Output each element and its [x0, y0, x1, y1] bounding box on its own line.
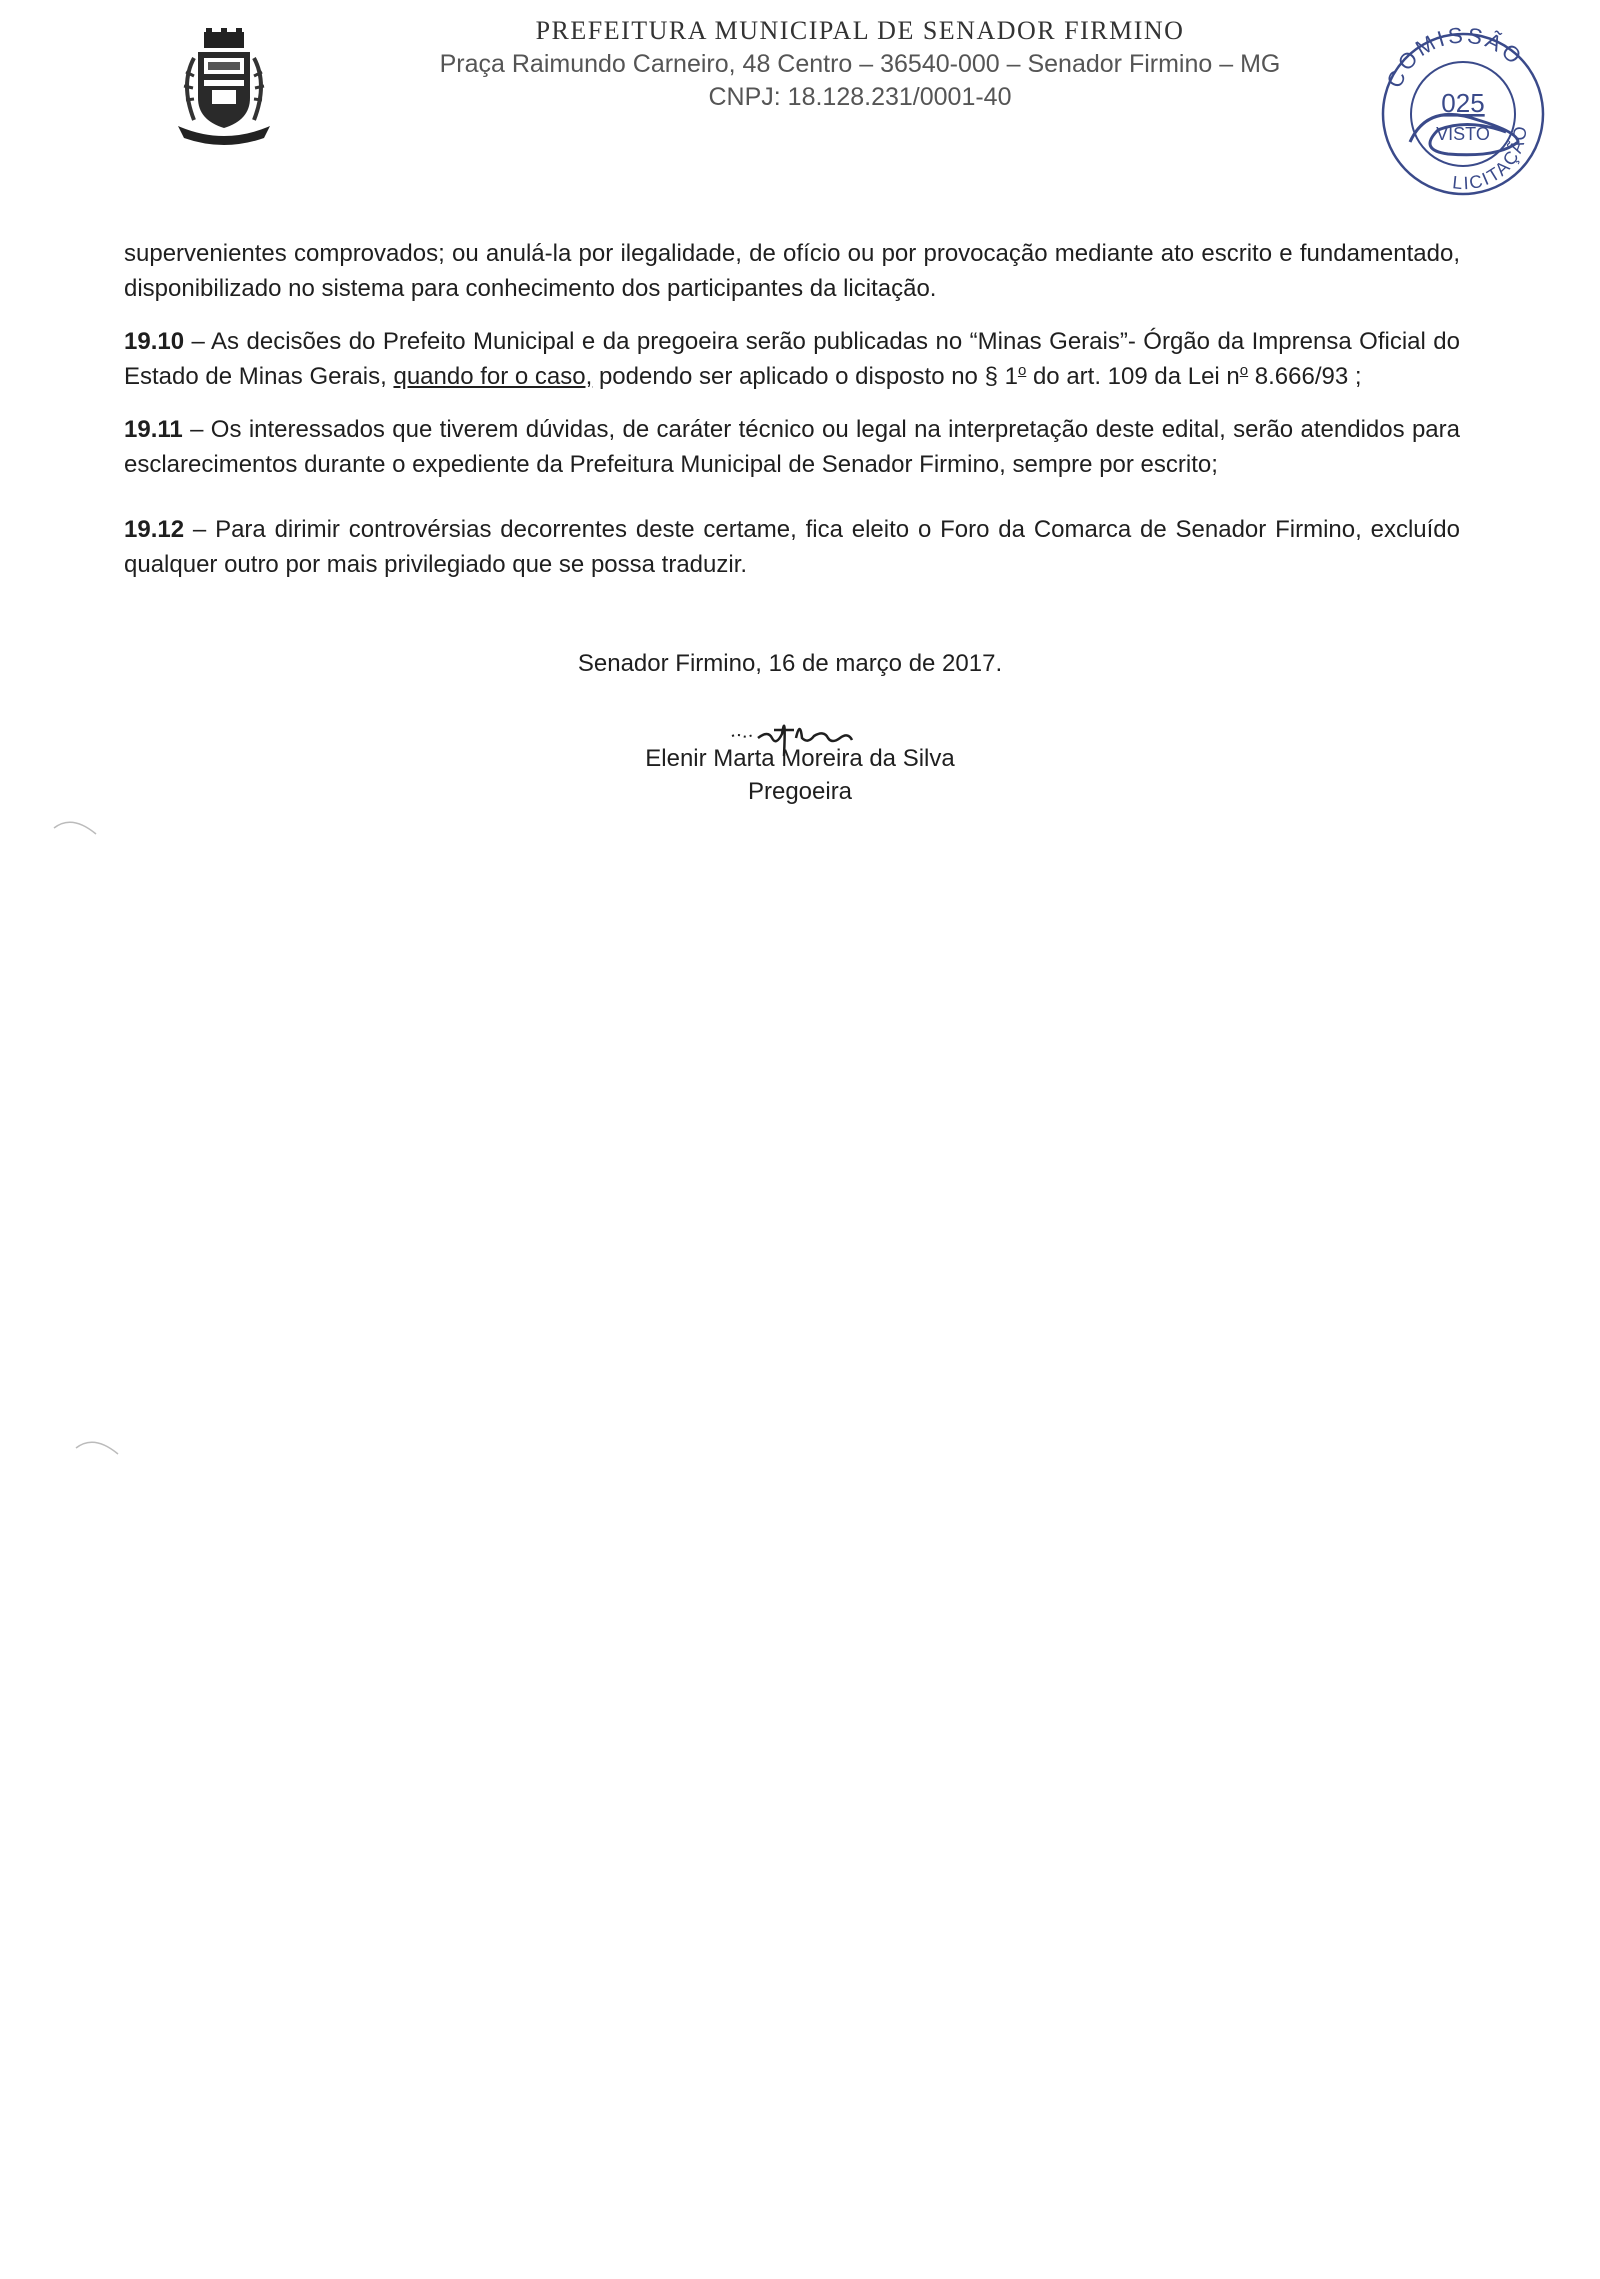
municipal-crest-icon	[172, 28, 276, 146]
scan-hole-mark-icon	[70, 1428, 130, 1488]
clause-number: 19.12	[124, 516, 185, 543]
letterhead	[380, 12, 1340, 112]
scan-hole-mark-icon	[48, 808, 108, 868]
stamp-top-text: COMISSÃO	[1381, 22, 1529, 92]
clause-text: 8.666/93 ;	[1248, 363, 1362, 390]
signatory-name: Elenir Marta Moreira da Silva	[645, 745, 955, 772]
commission-stamp	[1368, 22, 1558, 202]
document-body	[124, 236, 1460, 600]
paragraph-19-11	[124, 412, 1460, 482]
ordinal-mark: o	[1017, 362, 1027, 379]
clause-text: do art. 109 da Lei n	[1026, 363, 1240, 390]
paragraph-19-10	[124, 324, 1460, 394]
signatory-role: Pregoeira	[747, 778, 853, 805]
clause-text: – Os interessados que tiverem dúvidas, de caráter técnico ou legal na interpretação deste edital, serão atendidos para esclarecimentos durante o expediente da Prefeitura Municipal de Senador Firmino, sempre por escrito;	[124, 416, 1460, 478]
paragraph-continuation: supervenientes comprovados; ou anulá-la por ilegalidade, de ofício ou por provocação mediante ato escrito e fundamentado, disponibilizado no sistema para conhecimento dos participantes da licitação.	[124, 240, 1460, 302]
letterhead-address: Praça Raimundo Carneiro, 48 Centro – 36540-000 – Senador Firmino – MG	[439, 50, 1281, 78]
stamp-bottom-text: LICITAÇÃO	[1451, 123, 1531, 194]
clause-number: 19.10	[124, 328, 185, 355]
clause-underlined-text: quando for o caso,	[393, 363, 593, 390]
clause-number: 19.11	[124, 416, 183, 443]
clause-text: – As decisões do Prefeito Municipal e da pregoeira serão publicadas no “Minas Gerais”- Órgão da Imprensa Oficial do Estado de Minas Gerais,	[124, 328, 1460, 390]
clause-text: – Para dirimir controvérsias decorrentes deste certame, fica eleito o Foro da Comarca de Senador Firmino, excluído qualquer outro por mais privilegiado que se possa traduzir.	[124, 516, 1460, 578]
letterhead-cnpj: CNPJ: 18.128.231/0001-40	[708, 83, 1012, 111]
clause-text: podendo ser aplicado o disposto no § 1	[592, 363, 1018, 390]
stamp-middle-text: VISTO	[1436, 124, 1490, 144]
paragraph-19-12	[124, 512, 1460, 582]
closing-date: Senador Firmino, 16 de março de 2017.	[577, 650, 1003, 677]
svg-text:COMISSÃO	[1382, 22, 1529, 91]
stamp-number: 025	[1441, 88, 1485, 118]
letterhead-organization: PREFEITURA MUNICIPAL DE SENADOR FIRMINO	[535, 16, 1185, 45]
ordinal-mark: o	[1239, 362, 1249, 379]
